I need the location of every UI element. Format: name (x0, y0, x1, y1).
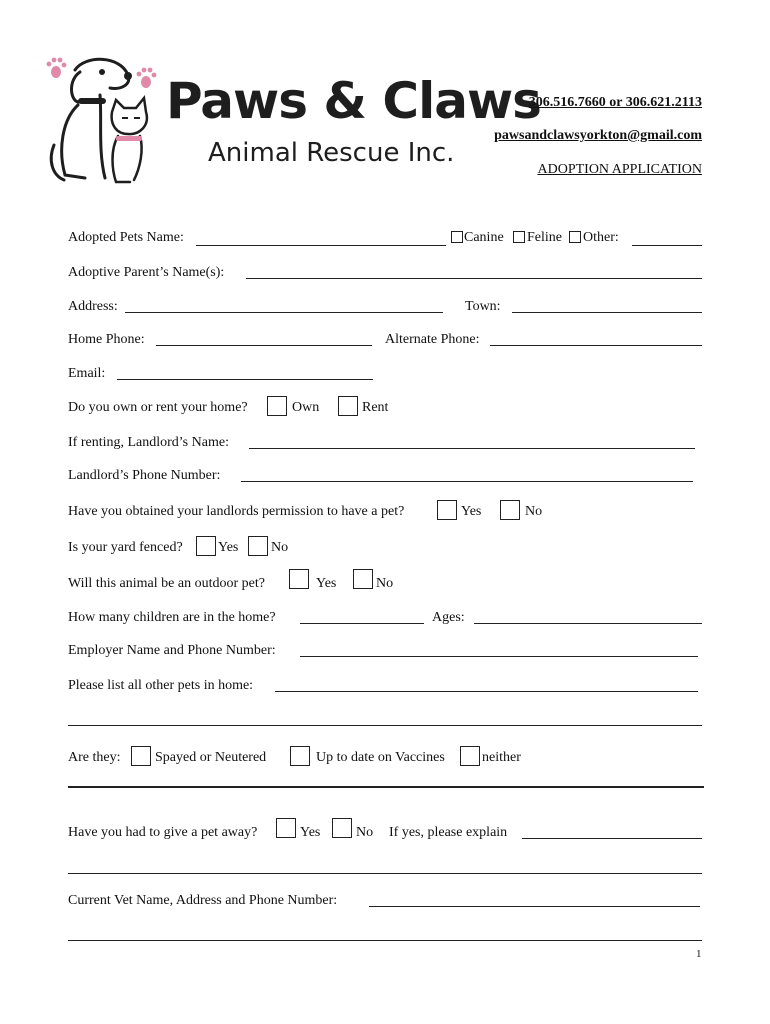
vaccines-label: Up to date on Vaccines (316, 750, 445, 765)
alt-phone-label: Alternate Phone: (385, 332, 480, 347)
alt-phone-field[interactable] (490, 345, 702, 346)
permission-no-label: No (525, 504, 543, 519)
pets-name-field[interactable] (196, 245, 446, 246)
yard-yes-checkbox[interactable] (196, 536, 216, 556)
town-field[interactable] (512, 312, 702, 313)
feline-checkbox[interactable] (513, 231, 525, 243)
rent-checkbox[interactable] (338, 396, 358, 416)
page-number: 1 (696, 948, 702, 960)
own-rent-question: Do you own or rent your home? (68, 400, 248, 415)
landlord-name-field[interactable] (249, 448, 695, 449)
children-question: How many children are in the home? (68, 610, 276, 625)
employer-field[interactable] (300, 656, 698, 657)
other-pets-field-2[interactable] (68, 725, 702, 726)
explain-label: If yes, please explain (389, 825, 508, 840)
yard-no-checkbox[interactable] (248, 536, 268, 556)
neither-checkbox[interactable] (460, 746, 480, 766)
rent-label: Rent (362, 400, 389, 415)
explain-field[interactable] (522, 838, 702, 839)
are-they-label: Are they: (68, 750, 121, 765)
feline-label: Feline (527, 230, 562, 245)
children-field[interactable] (300, 623, 424, 624)
other-pets-field[interactable] (275, 691, 698, 692)
vet-label: Current Vet Name, Address and Phone Number: (68, 893, 338, 908)
canine-checkbox[interactable] (451, 231, 463, 243)
logo (40, 50, 541, 190)
give-away-yes-checkbox[interactable] (276, 818, 296, 838)
vet-field-2[interactable] (68, 940, 702, 941)
outdoor-yes-label: Yes (316, 576, 337, 591)
own-checkbox[interactable] (267, 396, 287, 416)
spayed-checkbox[interactable] (131, 746, 151, 766)
logo-title: Paws & Claws (166, 72, 541, 130)
header-phone: 306.516.7660 or 306.621.2113 (528, 95, 702, 110)
form-title: ADOPTION APPLICATION (537, 162, 702, 177)
pets-name-label: Adopted Pets Name: (68, 230, 184, 245)
employer-label: Employer Name and Phone Number: (68, 643, 276, 658)
parents-label: Adoptive Parent’s Name(s): (68, 265, 225, 280)
give-away-yes-label: Yes (300, 825, 321, 840)
address-label: Address: (68, 299, 118, 314)
landlord-name-label: If renting, Landlord’s Name: (68, 435, 229, 450)
home-phone-label: Home Phone: (68, 332, 145, 347)
give-away-question: Have you had to give a pet away? (68, 825, 258, 840)
other-pets-label: Please list all other pets in home: (68, 678, 254, 693)
vaccines-checkbox[interactable] (290, 746, 310, 766)
other-label: Other: (583, 230, 619, 245)
address-field[interactable] (125, 312, 443, 313)
give-away-no-label: No (356, 825, 374, 840)
email-label: Email: (68, 366, 106, 381)
permission-yes-checkbox[interactable] (437, 500, 457, 520)
section-divider (68, 786, 704, 788)
outdoor-no-label: No (376, 576, 394, 591)
home-phone-field[interactable] (156, 345, 372, 346)
yard-question: Is your yard fenced? (68, 540, 183, 555)
landlord-phone-label: Landlord’s Phone Number: (68, 468, 221, 483)
town-label: Town: (465, 299, 501, 314)
own-label: Own (292, 400, 320, 415)
email-field[interactable] (117, 379, 373, 380)
neither-label: neither (482, 750, 521, 765)
yard-yes-label: Yes (218, 540, 239, 555)
outdoor-no-checkbox[interactable] (353, 569, 373, 589)
permission-no-checkbox[interactable] (500, 500, 520, 520)
permission-yes-label: Yes (461, 504, 482, 519)
other-field[interactable] (632, 245, 702, 246)
yard-no-label: No (271, 540, 289, 555)
parents-field[interactable] (246, 278, 702, 279)
header-email: pawsandclawsyorkton@gmail.com (494, 128, 702, 143)
explain-field-2[interactable] (68, 873, 702, 874)
outdoor-yes-checkbox[interactable] (289, 569, 309, 589)
other-checkbox[interactable] (569, 231, 581, 243)
permission-question: Have you obtained your landlords permission to have a pet? (68, 504, 405, 519)
vet-field[interactable] (369, 906, 700, 907)
logo-subtitle: Animal Rescue Inc. (208, 138, 455, 168)
landlord-phone-field[interactable] (241, 481, 693, 482)
spayed-label: Spayed or Neutered (155, 750, 267, 765)
canine-label: Canine (464, 230, 504, 245)
ages-label: Ages: (432, 610, 465, 625)
give-away-no-checkbox[interactable] (332, 818, 352, 838)
dog-cat-icon (40, 50, 160, 190)
outdoor-question: Will this animal be an outdoor pet? (68, 576, 265, 591)
ages-field[interactable] (474, 623, 702, 624)
